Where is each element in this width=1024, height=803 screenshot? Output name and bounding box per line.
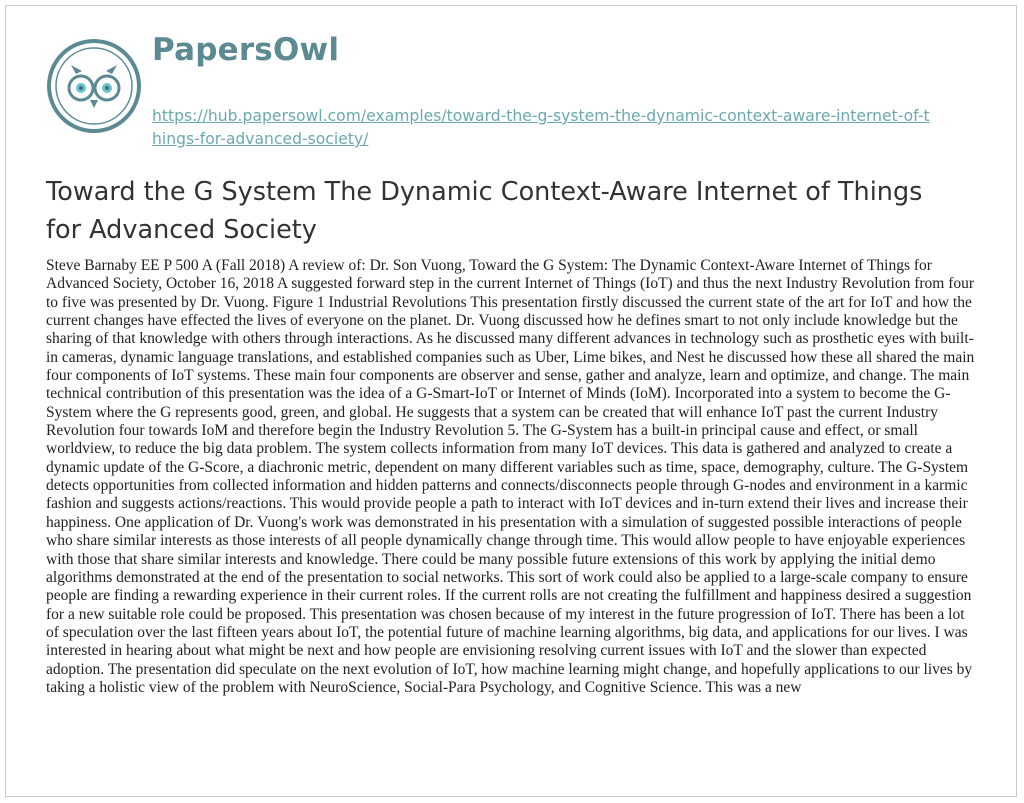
owl-face-icon (46, 38, 142, 134)
document-title: Toward the G System The Dynamic Context-Aware Internet of Things for Advanced Society (46, 177, 923, 245)
document-body: Steve Barnaby EE P 500 A (Fall 2018) A review of: Dr. Son Vuong, Toward the G System: The Dynamic Context-Aware Internet of Things for Advanced Society, October 16, 2018 A suggested forward step in the current Internet of Things (IoT) and thus the next Industry Revolution from four to five was presented by Dr. Vuong. Figure 1 Industrial Revolutions This presentation firstly discussed the current state of the art for IoT and how the current changes have effected the lives of everyone on the planet. Dr. Vuong discussed how he defines smart to not only include knowledge but the sharing of that knowledge with others through interactions. As he discussed many different advances in technology such as prosthetic eyes with built-in cameras, dynamic language translations, and established companies such as Uber, Lime bikes, and Nest he discussed how these all shared the main four components of IoT systems. These main four components are observer and sense, gather and analyze, learn and optimize, and change. The main technical contribution of this presentation was the idea of a G-Smart-IoT or Internet of Minds (IoM). Incorporated into a system to become the G-System where the G represents good, green, and global. He suggests that a system can be created that will enhance IoT past the current Industry Revolution four towards IoM and therefore begin the Industry Revolution 5. The G-System has a built-in principal cause and effect, or small worldview, to reduce the big data problem. The system collects information from many IoT devices. This data is gathered and analyzed to create a dynamic update of the G-Score, a diachronic metric, dependent on many different variables such as time, space, demography, culture. The G-System detects opportunities from collected information and hidden patterns and connects/disconnects people through G-nodes and environment in a karmic fashion and suggests actions/reactions. This would provide people a path to interact with IoT devices and in-turn extend their lives and increase their happiness. One application of Dr. Vuong's work was demonstrated in his presentation with a simulation of suggested possible interactions of people who share similar interests as those interests of all people dynamically change through time. This would allow people to have enjoyable experiences with those that share similar interests and knowledge. There could be many possible future extensions of this work by applying the initial demo algorithms demonstrated at the end of the presentation to social networks. This sort of work could also be applied to a large-scale company to ensure people are finding a rewarding experience in their current roles. If the current rolls are not creating the fulfillment and happiness desired a suggestion for a new suitable role could be proposed. This presentation was chosen because of my interest in the future progression of IoT. There has been a lot of speculation over the last fifteen years about IoT, the potential future of machine learning algorithms, big data, and applications for our lives. I was interested in hearing about what might be next and how people are envisioning resolving current issues with IoT and the slower than expected adoption. The presentation did speculate on the next evolution of IoT, how machine learning might change, and hopefully applications to our lives by taking a holistic view of the problem with NeuroScience, Social-Para Psychology, and Cognitive Science. This was a new (46, 257, 975, 696)
brand-name: PapersOwl (152, 32, 340, 68)
header (46, 30, 986, 160)
source-url-link[interactable]: https://hub.papersowl.com/examples/toward-the-g-system-the-dynamic-context-aware-internet-of-things-for-advanced-society/ (152, 107, 930, 148)
